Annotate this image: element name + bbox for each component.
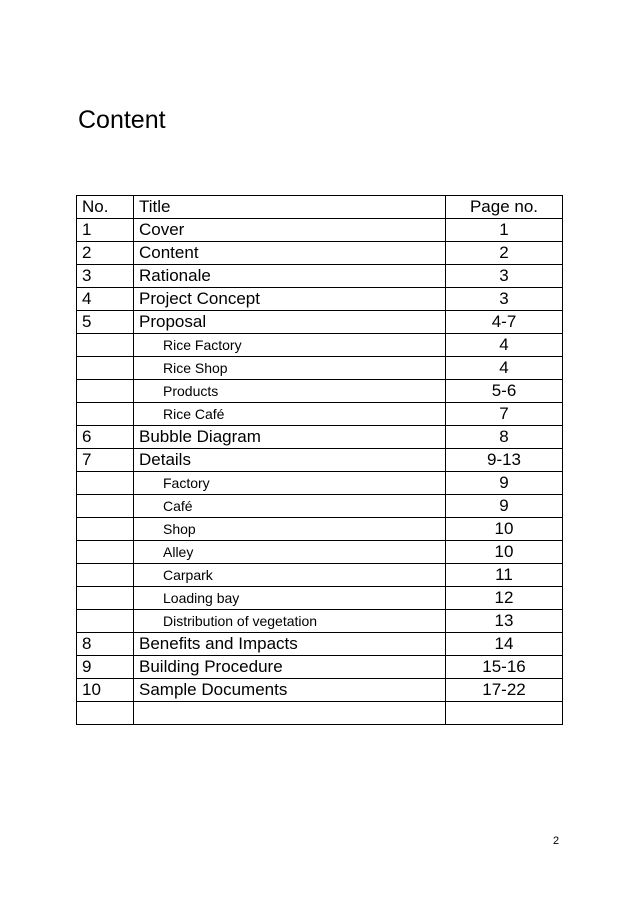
row-number [77,357,134,380]
row-number [77,518,134,541]
row-title: Café [134,495,446,518]
table-row [77,311,563,334]
table-row [77,702,563,725]
row-title: Proposal [134,311,446,334]
header-title: Title [134,196,446,219]
table-subrow [77,403,563,426]
row-number: 5 [77,311,134,334]
row-page-number: 1 [446,219,563,242]
table-subrow [77,518,563,541]
table-subrow [77,357,563,380]
table-header-row [77,196,563,219]
row-number: 7 [77,449,134,472]
row-page-number: 10 [446,518,563,541]
row-number: 8 [77,633,134,656]
row-page-number: 2 [446,242,563,265]
table-row [77,679,563,702]
row-title: Rice Factory [134,334,446,357]
row-number: 6 [77,426,134,449]
row-page-number: 8 [446,426,563,449]
page-title: Content [78,106,166,134]
row-title: Building Procedure [134,656,446,679]
row-page-number: 3 [446,265,563,288]
table-subrow [77,564,563,587]
row-page-number: 11 [446,564,563,587]
row-number [77,403,134,426]
table-subrow [77,541,563,564]
row-page-number: 12 [446,587,563,610]
row-title: Benefits and Impacts [134,633,446,656]
page-number: 2 [553,835,560,847]
row-page-number: 14 [446,633,563,656]
row-title: Rationale [134,265,446,288]
table-row [77,449,563,472]
row-number [77,541,134,564]
table-subrow [77,495,563,518]
row-title: Rice Café [134,403,446,426]
table-row [77,633,563,656]
table-row [77,219,563,242]
row-page-number: 9 [446,495,563,518]
row-title: Bubble Diagram [134,426,446,449]
row-number: 10 [77,679,134,702]
table-row [77,426,563,449]
table-row [77,288,563,311]
row-title: Loading bay [134,587,446,610]
row-page-number: 3 [446,288,563,311]
row-title: Cover [134,219,446,242]
row-number: 3 [77,265,134,288]
row-page-number: 7 [446,403,563,426]
row-page-number: 10 [446,541,563,564]
table-row [77,265,563,288]
row-number [77,472,134,495]
table-row [77,656,563,679]
row-title: Products [134,380,446,403]
row-title: Details [134,449,446,472]
row-number: 9 [77,656,134,679]
header-no: No. [77,196,134,219]
row-number [77,702,134,725]
row-page-number: 4 [446,357,563,380]
table-subrow [77,380,563,403]
row-page-number: 4 [446,334,563,357]
row-page-number: 9-13 [446,449,563,472]
row-title: Distribution of vegetation [134,610,446,633]
row-number [77,334,134,357]
row-title: Shop [134,518,446,541]
row-number: 1 [77,219,134,242]
row-title: Carpark [134,564,446,587]
row-number: 2 [77,242,134,265]
row-title: Project Concept [134,288,446,311]
row-page-number: 5-6 [446,380,563,403]
row-page-number: 17-22 [446,679,563,702]
row-title: Factory [134,472,446,495]
row-page-number: 15-16 [446,656,563,679]
table-subrow [77,587,563,610]
table-subrow [77,472,563,495]
row-number: 4 [77,288,134,311]
row-title: Rice Shop [134,357,446,380]
row-title: Sample Documents [134,679,446,702]
row-number [77,587,134,610]
row-number [77,610,134,633]
row-page-number [446,702,563,725]
row-page-number: 4-7 [446,311,563,334]
header-page-no: Page no. [446,196,563,219]
table-subrow [77,610,563,633]
row-title [134,702,446,725]
table-subrow [77,334,563,357]
row-title: Alley [134,541,446,564]
row-number [77,380,134,403]
row-number [77,495,134,518]
row-number [77,564,134,587]
contents-table [76,195,563,725]
row-title: Content [134,242,446,265]
table-row [77,242,563,265]
row-page-number: 13 [446,610,563,633]
contents-table-body [77,196,563,725]
row-page-number: 9 [446,472,563,495]
